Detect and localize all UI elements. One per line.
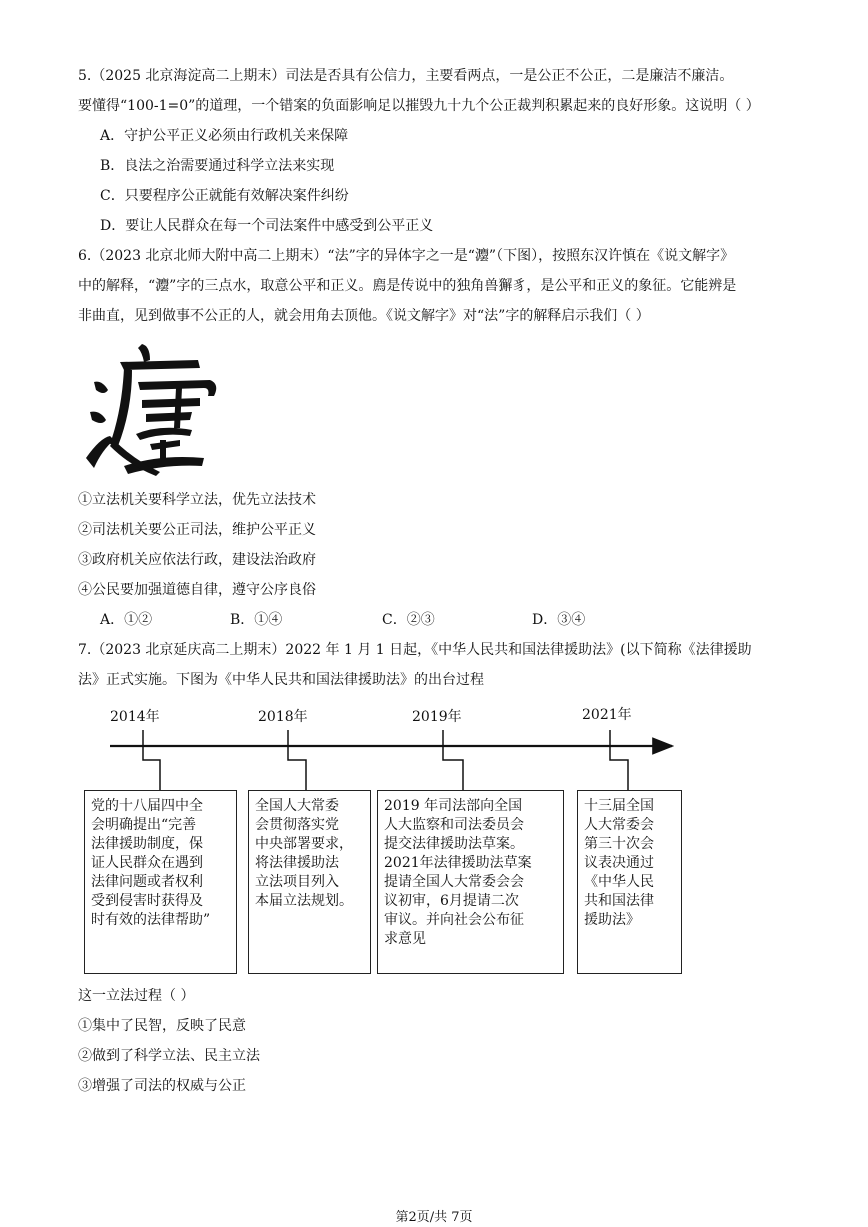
q6-item-2: ②司法机关要公正司法，维护公平正义 [78, 522, 316, 538]
legislation-timeline [0, 700, 868, 990]
q7-stem-line1: 7.（2023 北京延庆高二上期末）2022 年 1 月 1 日起，《中华人民共和国法律援助法》(以下简称《法律援助 [78, 642, 752, 658]
q7-item-3: ③增强了司法的权威与公正 [78, 1078, 246, 1094]
timeline-year-2021: 2021年 [582, 707, 632, 723]
q5-option-a: A．守护公平正义必须由行政机关来保障 [100, 128, 349, 144]
calligraphy-fa-image [80, 340, 225, 478]
connector-2018 [288, 730, 306, 790]
q5-stem-line2: 要懂得“100-1=0”的道理，一个错案的负面影响足以摧毁九十九个公正裁判积累起来的良好形象。这说明（ ） [78, 98, 760, 114]
q7-question-stem: 这一立法过程（ ） [78, 988, 195, 1004]
q6-choice-b: B．①④ [230, 612, 283, 628]
page-number-footer: 第2页/共 7页 [395, 1210, 473, 1225]
timeline-box-2019: 2019 年司法部向全国 人大监察和司法委员会 提交法律援助法草案。 2021年法律援助法草案 提请全国人大常委会会 议初审，6月提请二次 审议。并向社会公布征 求意见 [377, 790, 564, 974]
timeline-box-2018: 全国人大常委 会贯彻落实党 中央部署要求， 将法律援助法 立法项目列入 本届立法规划。 [248, 790, 371, 974]
q6-item-3: ③政府机关应依法行政，建设法治政府 [78, 552, 316, 568]
q6-stem-line2: 中的解释，“灋”字的三点水，取意公平和正义。廌是传说中的独角兽獬豸，是公平和正义的象征。它能辨是 [78, 278, 737, 294]
q7-item-2: ②做到了科学立法、民主立法 [78, 1048, 260, 1064]
q5-option-b: B．良法之治需要通过科学立法来实现 [100, 158, 335, 174]
timeline-box-2021: 十三届全国 人大常委会 第三十次会 议表决通过 《中华人民 共和国法律 援助法》 [577, 790, 682, 974]
q6-item-1: ①立法机关要科学立法，优先立法技术 [78, 492, 316, 508]
q6-choice-c: C．②③ [382, 612, 435, 628]
timeline-year-2019: 2019年 [412, 709, 462, 725]
connector-2014 [143, 730, 160, 790]
timeline-year-2014: 2014年 [110, 709, 160, 725]
connector-2019 [443, 730, 463, 790]
q5-stem-line1: 5.（2025 北京海淀高二上期末）司法是否具有公信力，主要看两点，一是公正不公正，二是廉洁不廉洁。 [78, 68, 734, 84]
q7-item-1: ①集中了民智，反映了民意 [78, 1018, 246, 1034]
connector-2021 [610, 730, 628, 790]
calligraphy-fa-glyph [80, 340, 225, 478]
q6-choice-a: A．①② [100, 612, 153, 628]
timeline-year-2018: 2018年 [258, 709, 308, 725]
q6-choice-d: D．③④ [532, 612, 586, 628]
q5-option-c: C．只要程序公正就能有效解决案件纠纷 [100, 188, 349, 204]
q6-item-4: ④公民要加强道德自律，遵守公序良俗 [78, 582, 316, 598]
q5-option-d: D．要让人民群众在每一个司法案件中感受到公平正义 [100, 218, 434, 234]
q7-stem-line2: 法》正式实施。下图为《中华人民共和国法律援助法》的出台过程 [78, 672, 484, 688]
q6-stem-line1: 6.（2023 北京北师大附中高二上期末）“法”字的异体字之一是“灋”（下图），按照东汉许慎在《说文解字》 [78, 248, 735, 264]
timeline-box-2014: 党的十八届四中全 会明确提出“完善 法律援助制度，保 证人民群众在遇到 法律问题或者权利 受到侵害时获得及 时有效的法律帮助” [84, 790, 237, 974]
q6-stem-line3: 非曲直，见到做事不公正的人，就会用角去顶他。《说文解字》对“法”字的解释启示我们（ ） [78, 308, 650, 324]
